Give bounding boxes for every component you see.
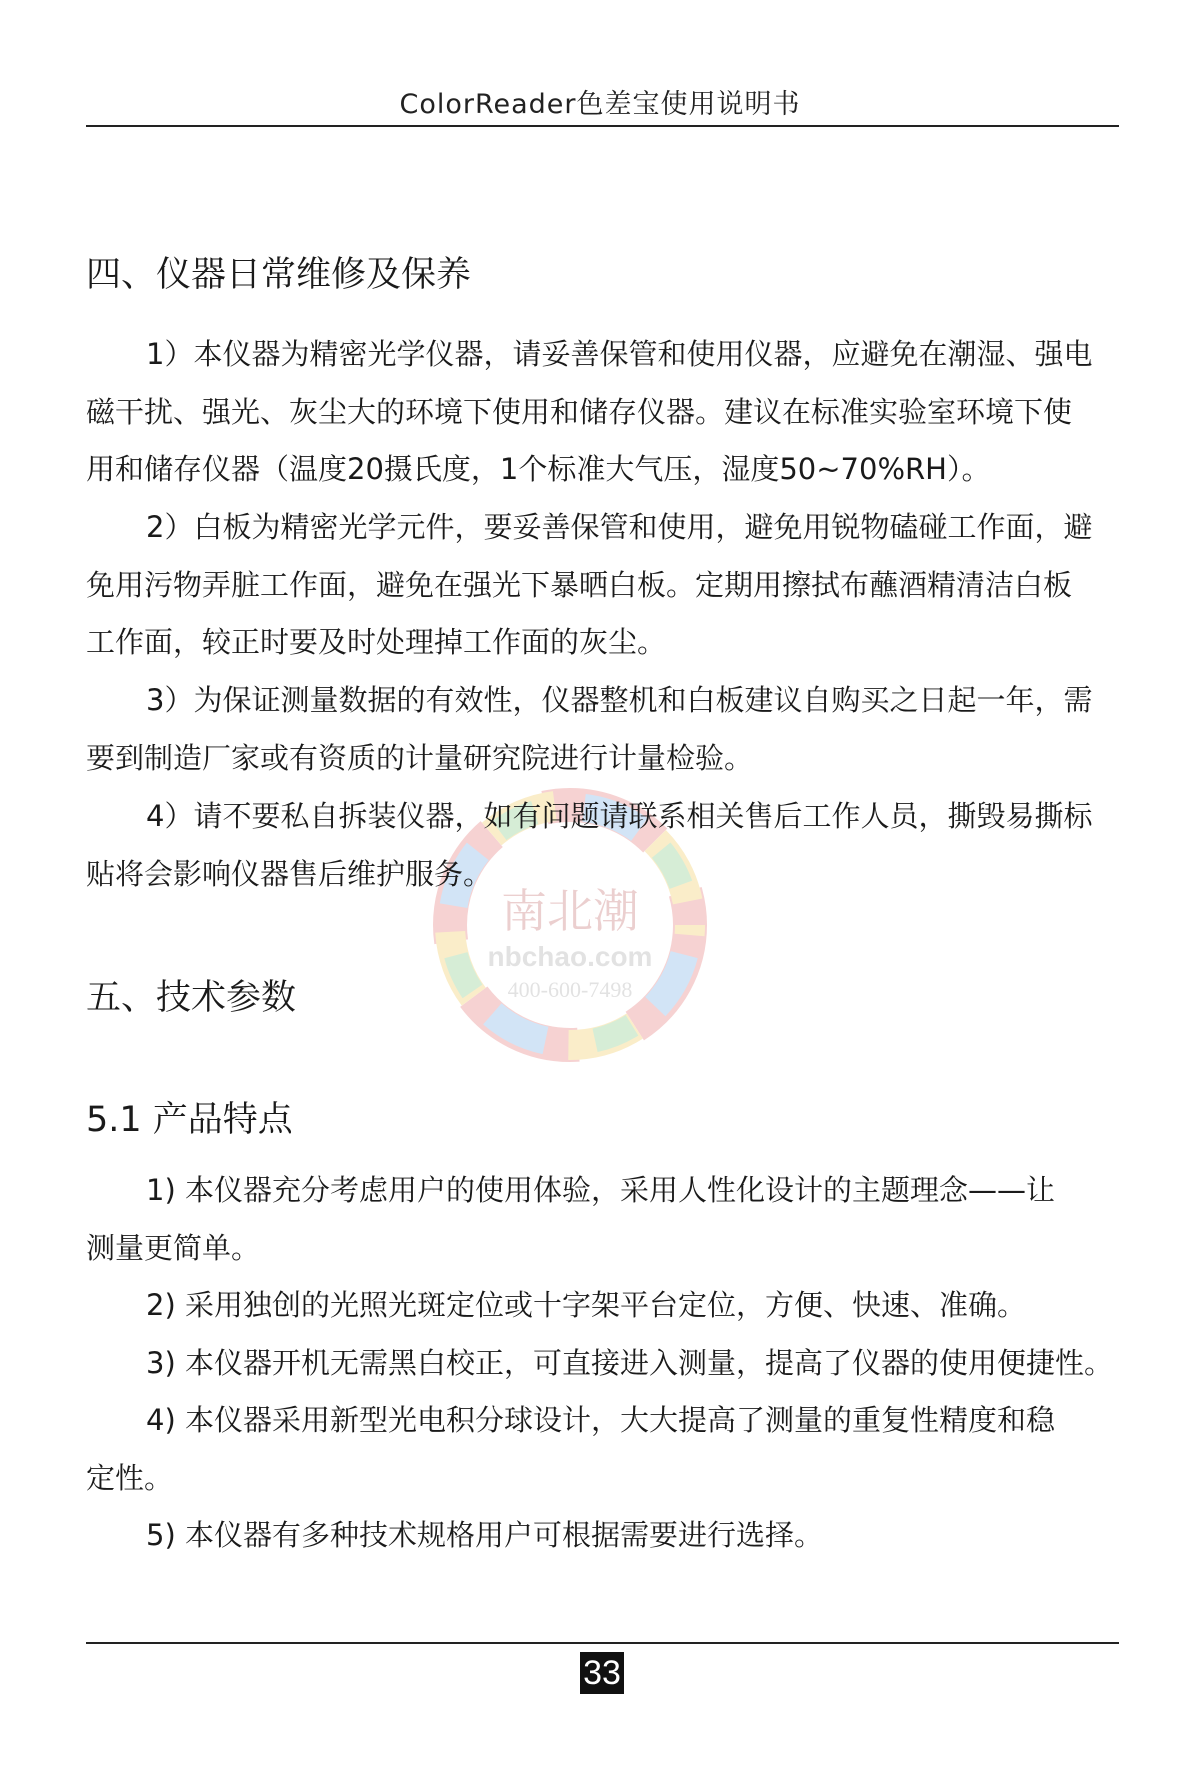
section-4-paragraph [86,326,1130,499]
paragraph-line: 工作面，较正时要及时处理掉工作面的灰尘。 [86,625,667,660]
header-rule [86,125,1119,127]
section-4-heading: 四、仪器日常维修及保养 [86,255,472,295]
section-4-paragraph [86,499,1130,672]
feature-paragraph [86,1277,1130,1335]
paragraph-first-line: 4）请不要私自拆装仪器，如有问题请联系相关售后工作人员，撕毁易撕标 [146,799,1093,833]
paragraph-line: 用和储存仪器（温度20摄氏度，1个标准大气压，湿度50~70%RH）。 [86,452,991,487]
section-4-paragraph [86,672,1130,787]
paragraph-line: 定性。 [86,1460,174,1495]
section-5-heading: 五、技术参数 [86,978,297,1018]
watermark-site: nbchao.com [487,941,653,972]
paragraph-line: 要到制造厂家或有资质的计量研究院进行计量检验。 [86,740,754,775]
paragraph-line: 贴将会影响仪器售后维护服务。 [86,856,493,891]
paragraph-first-line: 3) 本仪器开机无需黑白校正，可直接进入测量，提高了仪器的使用便捷性。 [146,1346,1113,1380]
page-header-title: ColorReader色差宝使用说明书 [399,89,801,120]
feature-paragraph [86,1507,1130,1565]
feature-paragraph [86,1335,1130,1393]
paragraph-first-line: 2）白板为精密光学元件，要妥善保管和使用，避免用锐物磕碰工作面，避 [146,510,1093,544]
paragraph-line: 测量更简单。 [86,1230,261,1265]
watermark-phone: 400-600-7498 [507,977,633,1002]
feature-paragraph [86,1162,1130,1277]
section-4-paragraph [86,788,1130,903]
footer-rule [86,1642,1119,1644]
paragraph-first-line: 4) 本仪器采用新型光电积分球设计，大大提高了测量的重复性精度和稳 [146,1403,1055,1437]
feature-paragraph [86,1392,1130,1507]
paragraph-line: 磁干扰、强光、灰尘大的环境下使用和储存仪器。建议在标准实验室环境下使 [86,394,1073,429]
watermark-brand: 南北潮 [501,884,639,938]
paragraph-first-line: 5) 本仪器有多种技术规格用户可根据需要进行选择。 [146,1518,823,1552]
paragraph-first-line: 1) 本仪器充分考虑用户的使用体验，采用人性化设计的主题理念——让 [146,1173,1055,1207]
paragraph-first-line: 2) 采用独创的光照光斑定位或十字架平台定位，方便、快速、准确。 [146,1288,1026,1322]
page-number: 33 [580,1652,624,1694]
paragraph-line: 免用污物弄脏工作面，避免在强光下暴晒白板。定期用擦拭布蘸酒精清洁白板 [86,567,1073,602]
paragraph-first-line: 1）本仪器为精密光学仪器，请妥善保管和使用仪器，应避免在潮湿、强电 [146,337,1093,371]
paragraph-first-line: 3）为保证测量数据的有效性，仪器整机和白板建议自购买之日起一年，需 [146,683,1093,717]
subsection-5-1-heading: 5.1 产品特点 [86,1100,293,1140]
